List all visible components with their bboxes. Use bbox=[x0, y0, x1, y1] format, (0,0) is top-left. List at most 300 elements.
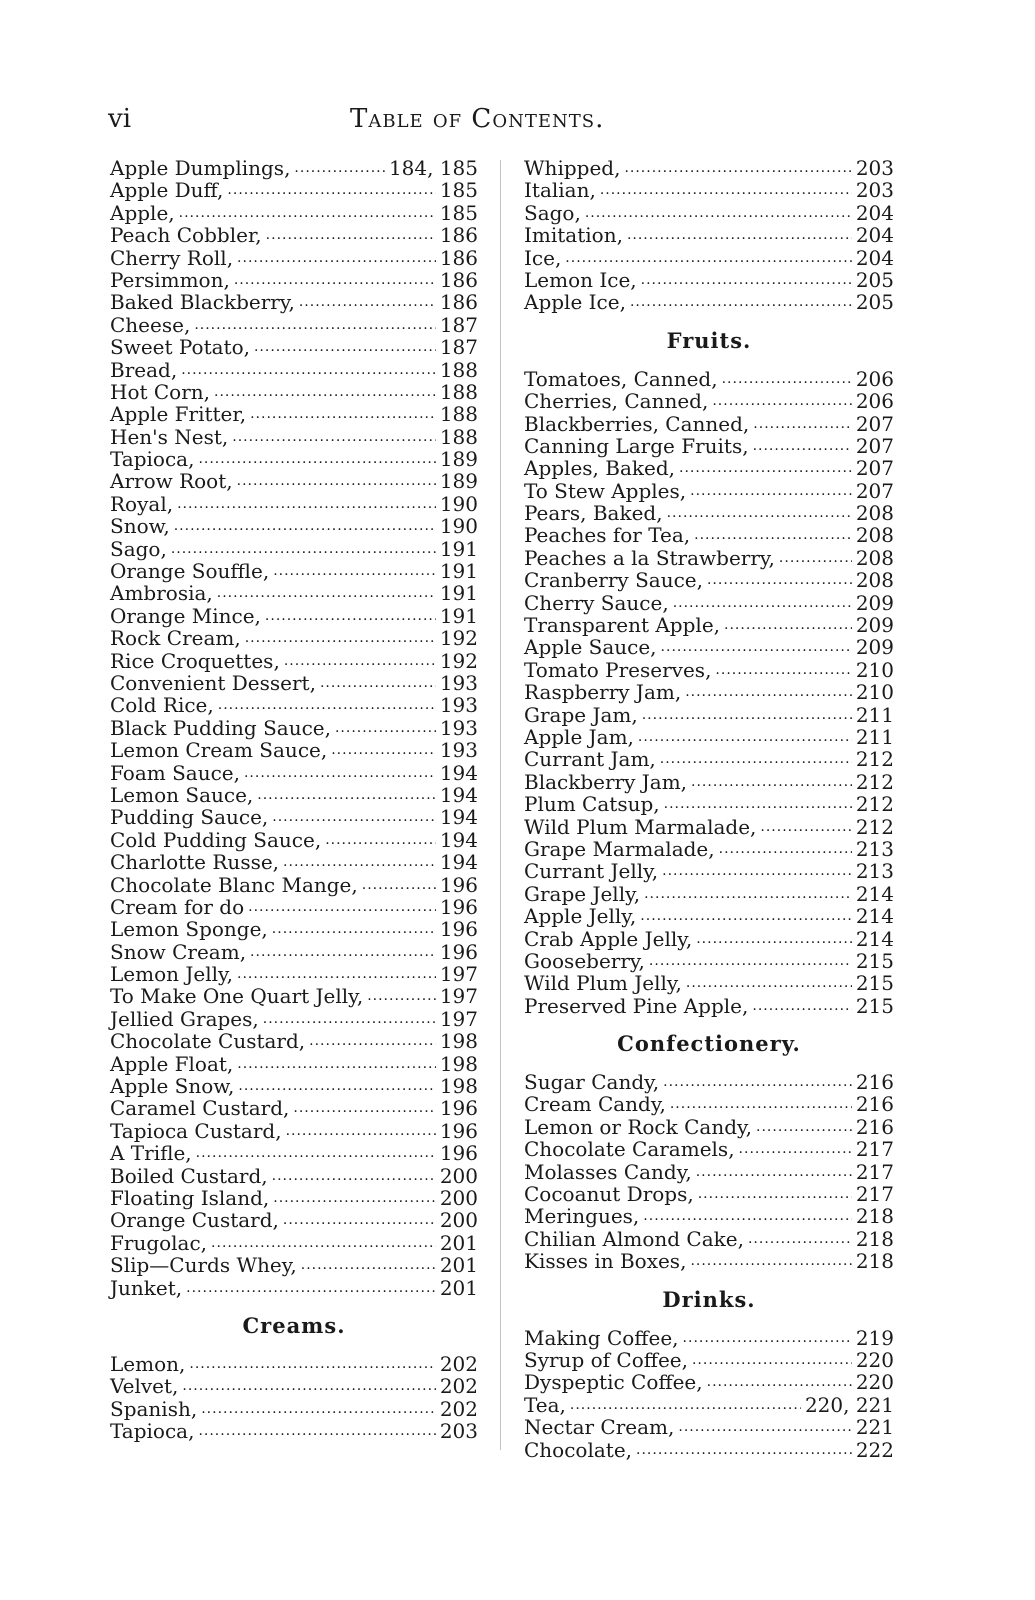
entry-title: Orange Custard, bbox=[110, 1208, 279, 1233]
entry-title: Kisses in Boxes, bbox=[524, 1249, 687, 1274]
entry-title: Tomatoes, Canned, bbox=[524, 366, 718, 391]
entry-page-number: 189 bbox=[439, 447, 478, 472]
dot-leader bbox=[299, 291, 436, 313]
entry-title: Hot Corn, bbox=[110, 379, 211, 404]
dot-leader bbox=[238, 1075, 435, 1097]
toc-entry bbox=[110, 1209, 478, 1231]
toc-entry bbox=[524, 748, 894, 770]
entry-page-number: 212 bbox=[855, 792, 894, 817]
entry-title: Hen's Nest, bbox=[110, 424, 229, 449]
toc-entry bbox=[110, 605, 478, 627]
entry-page-number: 190 bbox=[439, 491, 478, 516]
toc-entry bbox=[110, 381, 478, 403]
entry-page-number: 198 bbox=[439, 1029, 478, 1054]
entry-page-number: 185 bbox=[439, 200, 478, 225]
entry-title: Charlotte Russe, bbox=[110, 850, 280, 875]
entry-title: Apple Jelly, bbox=[524, 904, 637, 929]
toc-entry bbox=[110, 426, 478, 448]
toc-entry bbox=[524, 1394, 894, 1416]
dot-leader bbox=[641, 269, 852, 291]
toc-entry bbox=[110, 1232, 478, 1254]
toc-entry bbox=[110, 941, 478, 963]
dot-leader bbox=[186, 1277, 436, 1299]
dot-leader bbox=[707, 1371, 852, 1393]
dot-leader bbox=[294, 157, 385, 179]
entry-title: Ambrosia, bbox=[110, 581, 213, 606]
entry-page-number: 213 bbox=[855, 836, 894, 861]
entry-page-number: 200 bbox=[439, 1208, 478, 1233]
toc-entry bbox=[524, 547, 894, 569]
entry-page-number: 191 bbox=[439, 603, 478, 628]
dot-leader bbox=[198, 1420, 435, 1442]
dot-leader bbox=[696, 928, 852, 950]
toc-entry bbox=[110, 448, 478, 470]
entry-title: Caramel Custard, bbox=[110, 1096, 290, 1121]
toc-entry bbox=[524, 1183, 894, 1205]
entry-title: Royal, bbox=[110, 491, 174, 516]
toc-entry bbox=[110, 202, 478, 224]
entry-page-number: 200 bbox=[439, 1185, 478, 1210]
entry-page-number: 214 bbox=[855, 881, 894, 906]
entry-title: Slip—Curds Whey, bbox=[110, 1253, 297, 1278]
dot-leader bbox=[309, 1030, 436, 1052]
dot-leader bbox=[570, 1394, 801, 1416]
dot-leader bbox=[722, 368, 852, 390]
entry-page-number: 218 bbox=[855, 1249, 894, 1274]
entry-title: Apple Dumplings, bbox=[110, 156, 291, 180]
entry-page-number: 207 bbox=[855, 411, 894, 436]
dot-leader bbox=[194, 314, 436, 336]
toc-entry bbox=[110, 1165, 478, 1187]
section-heading: Confectionery. bbox=[617, 1031, 801, 1057]
toc-entry bbox=[110, 806, 478, 828]
entry-title: Preserved Pine Apple, bbox=[524, 993, 749, 1018]
entry-page-number: 205 bbox=[855, 290, 894, 315]
dot-leader bbox=[257, 784, 436, 806]
toc-entry bbox=[524, 659, 894, 681]
toc-entry bbox=[524, 771, 894, 793]
entry-page-number: 194 bbox=[439, 760, 478, 785]
entry-title: Pudding Sauce, bbox=[110, 805, 269, 830]
toc-entry bbox=[110, 470, 478, 492]
entry-page-number: 203 bbox=[855, 178, 894, 203]
dot-leader bbox=[237, 1053, 436, 1075]
entry-page-number: 192 bbox=[439, 648, 478, 673]
dot-leader bbox=[640, 905, 852, 927]
entry-page-number: 193 bbox=[439, 715, 478, 740]
page-title: Table of Contents. bbox=[350, 104, 605, 134]
dot-leader bbox=[748, 1228, 852, 1250]
entry-title: Boiled Custard, bbox=[110, 1163, 268, 1188]
dot-leader bbox=[753, 435, 852, 457]
toc-entry bbox=[110, 1398, 478, 1420]
entry-page-number: 215 bbox=[855, 971, 894, 996]
dot-leader bbox=[690, 480, 852, 502]
toc-entry bbox=[110, 762, 478, 784]
entry-title: Sugar Candy, bbox=[524, 1070, 660, 1095]
entry-title: Floating Island, bbox=[110, 1185, 270, 1210]
dot-leader bbox=[739, 1138, 852, 1160]
entry-title: Lemon Cream Sauce, bbox=[110, 738, 328, 763]
toc-entry bbox=[524, 1439, 894, 1461]
entry-title: Wild Plum Jelly, bbox=[524, 971, 682, 996]
toc-entry bbox=[110, 538, 478, 560]
toc-entry bbox=[524, 368, 894, 390]
toc-entry bbox=[110, 627, 478, 649]
dot-leader bbox=[642, 704, 852, 726]
entry-title: Wild Plum Marmalade, bbox=[524, 814, 757, 839]
entry-page-number: 194 bbox=[439, 782, 478, 807]
toc-entry bbox=[524, 1327, 894, 1349]
entry-title: Apple Fritter, bbox=[110, 402, 247, 427]
entry-title: Cocoanut Drops, bbox=[524, 1182, 694, 1207]
dot-leader bbox=[273, 560, 436, 582]
entry-title: Rock Cream, bbox=[110, 626, 241, 651]
toc-entry bbox=[524, 247, 894, 269]
entry-title: To Stew Apples, bbox=[524, 478, 687, 503]
dot-leader bbox=[707, 569, 852, 591]
dot-leader bbox=[301, 1254, 436, 1276]
dot-leader bbox=[662, 860, 852, 882]
entry-title: Tapioca, bbox=[110, 447, 195, 472]
dot-leader bbox=[643, 1205, 852, 1227]
toc-entry bbox=[110, 1420, 478, 1442]
toc-entry bbox=[110, 179, 478, 201]
entry-title: Apple Sauce, bbox=[524, 635, 657, 660]
entry-page-number: 187 bbox=[439, 312, 478, 337]
entry-title: Meringues, bbox=[524, 1204, 640, 1229]
dot-leader bbox=[196, 1142, 436, 1164]
toc-entry bbox=[110, 1075, 478, 1097]
dot-leader bbox=[663, 1071, 852, 1093]
toc-entry bbox=[524, 502, 894, 524]
entry-title: Tapioca, bbox=[110, 1419, 195, 1444]
toc-entry bbox=[110, 1030, 478, 1052]
entry-page-number: 218 bbox=[855, 1226, 894, 1251]
toc-entry bbox=[110, 874, 478, 896]
entry-page-number: 221 bbox=[855, 1415, 894, 1440]
entry-page-number: 215 bbox=[855, 948, 894, 973]
entry-title: Snow Cream, bbox=[110, 939, 247, 964]
dot-leader bbox=[266, 224, 436, 246]
entry-page-number: 186 bbox=[439, 223, 478, 248]
entry-page-number: 208 bbox=[855, 501, 894, 526]
toc-entry bbox=[110, 1187, 478, 1209]
entry-title: Chocolate Custard, bbox=[110, 1029, 306, 1054]
entry-title: Lemon Ice, bbox=[524, 267, 637, 292]
toc-entry bbox=[524, 524, 894, 546]
toc-entry bbox=[524, 1349, 894, 1371]
dot-leader bbox=[649, 950, 852, 972]
entry-title: Imitation, bbox=[524, 223, 623, 248]
entry-title: Baked Blackberry, bbox=[110, 290, 295, 315]
dot-leader bbox=[217, 582, 436, 604]
entry-page-number: 211 bbox=[855, 724, 894, 749]
toc-entry bbox=[524, 1138, 894, 1160]
entry-title: Lemon or Rock Candy, bbox=[524, 1114, 753, 1139]
entry-title: Cheese, bbox=[110, 312, 191, 337]
entry-page-number: 192 bbox=[439, 626, 478, 651]
entry-title: Crab Apple Jelly, bbox=[524, 926, 693, 951]
entry-page-number: 196 bbox=[439, 1118, 478, 1143]
entry-page-number: 188 bbox=[439, 379, 478, 404]
entry-page-number: 189 bbox=[439, 469, 478, 494]
entry-page-number: 210 bbox=[855, 680, 894, 705]
entry-title: Bread, bbox=[110, 357, 178, 382]
toc-entry bbox=[524, 1416, 894, 1438]
dot-leader bbox=[283, 1209, 436, 1231]
page-number: vi bbox=[108, 104, 132, 134]
toc-entry bbox=[524, 1161, 894, 1183]
toc-entry bbox=[524, 1116, 894, 1138]
entry-page-number: 213 bbox=[855, 859, 894, 884]
entry-title: Cold Pudding Sauce, bbox=[110, 827, 322, 852]
entry-page-number: 196 bbox=[439, 894, 478, 919]
entry-page-number: 201 bbox=[439, 1275, 478, 1300]
toc-entry bbox=[110, 336, 478, 358]
dot-leader bbox=[272, 806, 436, 828]
entry-page-number: 208 bbox=[855, 523, 894, 548]
toc-entry bbox=[524, 928, 894, 950]
toc-entry bbox=[524, 905, 894, 927]
entry-title: Making Coffee, bbox=[524, 1325, 679, 1350]
entry-title: Italian, bbox=[524, 178, 596, 203]
entry-page-number: 200 bbox=[439, 1163, 478, 1188]
toc-entry bbox=[110, 1008, 478, 1030]
entry-page-number: 185 bbox=[439, 178, 478, 203]
toc-entry bbox=[524, 592, 894, 614]
toc-entry bbox=[110, 918, 478, 940]
entry-title: Apple Jam, bbox=[524, 724, 634, 749]
dot-leader bbox=[171, 538, 436, 560]
entry-title: Grape Jam, bbox=[524, 702, 638, 727]
dot-leader bbox=[250, 941, 436, 963]
entry-page-number: 186 bbox=[439, 267, 478, 292]
toc-entry bbox=[110, 1375, 478, 1397]
toc-entry bbox=[110, 1254, 478, 1276]
entry-title: Chocolate Caramels, bbox=[524, 1137, 735, 1162]
entry-title: Currant Jam, bbox=[524, 747, 656, 772]
toc-entry bbox=[110, 896, 478, 918]
entry-title: Raspberry Jam, bbox=[524, 680, 682, 705]
toc-entry bbox=[110, 1053, 478, 1075]
toc-entry bbox=[110, 582, 478, 604]
dot-leader bbox=[201, 1398, 436, 1420]
toc-entry bbox=[524, 726, 894, 748]
entry-page-number: 216 bbox=[855, 1092, 894, 1117]
dot-leader bbox=[331, 739, 436, 761]
entry-page-number: 217 bbox=[855, 1182, 894, 1207]
toc-entry bbox=[524, 860, 894, 882]
dot-leader bbox=[644, 883, 852, 905]
dot-leader bbox=[232, 426, 436, 448]
toc-entry bbox=[110, 403, 478, 425]
entry-title: Syrup of Coffee, bbox=[524, 1347, 688, 1372]
dot-leader bbox=[683, 1327, 852, 1349]
entry-page-number: 222 bbox=[855, 1437, 894, 1462]
dot-leader bbox=[690, 1250, 851, 1272]
entry-title: Foam Sauce, bbox=[110, 760, 240, 785]
entry-page-number: 219 bbox=[855, 1325, 894, 1350]
toc-entry bbox=[524, 457, 894, 479]
entry-page-number: 202 bbox=[439, 1351, 478, 1376]
toc-entry bbox=[524, 614, 894, 636]
toc-entry bbox=[524, 816, 894, 838]
entry-page-number: 197 bbox=[439, 1006, 478, 1031]
entry-title: Cream for do bbox=[110, 894, 245, 919]
entry-page-number: 203 bbox=[855, 156, 894, 180]
toc-entry bbox=[110, 1120, 478, 1142]
entry-title: Plum Catsup, bbox=[524, 792, 660, 817]
toc-entry bbox=[110, 1277, 478, 1299]
entry-page-number: 212 bbox=[855, 814, 894, 839]
entry-title: Currant Jelly, bbox=[524, 859, 659, 884]
dot-leader bbox=[174, 515, 436, 537]
entry-title: Blackberries, Canned, bbox=[524, 411, 750, 436]
dot-leader bbox=[198, 448, 435, 470]
entry-title: To Make One Quart Jelly, bbox=[110, 984, 364, 1009]
dot-leader bbox=[254, 336, 436, 358]
dot-leader bbox=[686, 972, 852, 994]
dot-leader bbox=[227, 179, 435, 201]
entry-title: Snow, bbox=[110, 514, 170, 539]
entry-title: Cold Rice, bbox=[110, 693, 214, 718]
section-heading: Drinks. bbox=[662, 1286, 756, 1312]
entry-page-number: 214 bbox=[855, 904, 894, 929]
toc-entry bbox=[524, 1371, 894, 1393]
dot-leader bbox=[660, 748, 852, 770]
dot-leader bbox=[367, 985, 436, 1007]
entry-page-number: 188 bbox=[439, 357, 478, 382]
entry-title: Cherry Sauce, bbox=[524, 590, 669, 615]
dot-leader bbox=[320, 672, 436, 694]
entry-page-number: 211 bbox=[855, 702, 894, 727]
entry-title: Grape Jelly, bbox=[524, 881, 641, 906]
dot-leader bbox=[234, 269, 436, 291]
toc-entry bbox=[524, 569, 894, 591]
toc-entry bbox=[110, 560, 478, 582]
entry-page-number: 209 bbox=[855, 590, 894, 615]
dot-leader bbox=[760, 816, 851, 838]
toc-entry bbox=[110, 1353, 478, 1375]
dot-leader bbox=[627, 224, 852, 246]
dot-leader bbox=[179, 202, 436, 224]
entry-page-number: 215 bbox=[855, 993, 894, 1018]
entry-page-number: 214 bbox=[855, 926, 894, 951]
dot-leader bbox=[272, 1165, 436, 1187]
toc-entry bbox=[110, 314, 478, 336]
entry-page-number: 190 bbox=[439, 514, 478, 539]
dot-leader bbox=[753, 413, 852, 435]
toc-entry bbox=[110, 717, 478, 739]
dot-leader bbox=[181, 359, 436, 381]
toc-entry bbox=[524, 224, 894, 246]
entry-page-number: 198 bbox=[439, 1051, 478, 1076]
dot-leader bbox=[715, 659, 851, 681]
entry-title: Nectar Cream, bbox=[524, 1415, 675, 1440]
toc-entry bbox=[524, 179, 894, 201]
dot-leader bbox=[293, 1097, 435, 1119]
toc-entry bbox=[524, 793, 894, 815]
column-divider bbox=[500, 160, 501, 1450]
entry-title: Cranberry Sauce, bbox=[524, 568, 703, 593]
entry-title: Grape Marmalade, bbox=[524, 836, 715, 861]
toc-entry bbox=[524, 1250, 894, 1272]
entry-title: Black Pudding Sauce, bbox=[110, 715, 331, 740]
toc-entry bbox=[110, 493, 478, 515]
toc-entry bbox=[524, 883, 894, 905]
entry-page-number: 198 bbox=[439, 1074, 478, 1099]
entry-page-number: 202 bbox=[439, 1374, 478, 1399]
toc-entry bbox=[524, 480, 894, 502]
entry-page-number: 196 bbox=[439, 872, 478, 897]
entry-title: Tea, bbox=[524, 1392, 566, 1417]
entry-title: Canning Large Fruits, bbox=[524, 433, 749, 458]
dot-leader bbox=[624, 157, 851, 179]
entry-title: Orange Mince, bbox=[110, 603, 261, 628]
toc-entry bbox=[524, 291, 894, 313]
dot-leader bbox=[712, 390, 851, 412]
left-column bbox=[110, 157, 478, 1442]
toc-entry bbox=[110, 829, 478, 851]
entry-page-number: 202 bbox=[439, 1396, 478, 1421]
dot-leader bbox=[245, 627, 436, 649]
entry-title: Molasses Candy, bbox=[524, 1159, 692, 1184]
entry-title: Whipped, bbox=[524, 156, 621, 180]
dot-leader bbox=[272, 918, 436, 940]
entry-page-number: 212 bbox=[855, 769, 894, 794]
toc-entry bbox=[524, 390, 894, 412]
entry-title: Velvet, bbox=[110, 1374, 179, 1399]
entry-page-number: 193 bbox=[439, 738, 478, 763]
entry-page-number: 207 bbox=[855, 433, 894, 458]
dot-leader bbox=[600, 179, 852, 201]
entry-title: Apple Ice, bbox=[524, 290, 626, 315]
toc-entry bbox=[524, 1093, 894, 1115]
dot-leader bbox=[691, 771, 852, 793]
entry-page-number: 204 bbox=[855, 200, 894, 225]
dot-leader bbox=[724, 614, 852, 636]
entry-page-number: 196 bbox=[439, 939, 478, 964]
entry-page-number: 187 bbox=[439, 335, 478, 360]
dot-leader bbox=[284, 650, 436, 672]
toc-entry bbox=[110, 650, 478, 672]
toc-entry bbox=[524, 636, 894, 658]
dot-leader bbox=[211, 1232, 436, 1254]
entry-page-number: 216 bbox=[855, 1114, 894, 1139]
entry-title: Apple Duff, bbox=[110, 178, 224, 203]
entry-page-number: 208 bbox=[855, 568, 894, 593]
entry-page-number: 193 bbox=[439, 693, 478, 718]
toc-entry bbox=[110, 224, 478, 246]
toc-entry bbox=[110, 784, 478, 806]
entry-page-number: 208 bbox=[855, 545, 894, 570]
toc-entry bbox=[524, 950, 894, 972]
entry-page-number: 210 bbox=[855, 657, 894, 682]
entry-page-number: 188 bbox=[439, 402, 478, 427]
entry-page-number: 220, 221 bbox=[804, 1392, 894, 1417]
dot-leader bbox=[664, 793, 852, 815]
entry-title: Junket, bbox=[110, 1275, 183, 1300]
dot-leader bbox=[698, 1183, 852, 1205]
toc-entry bbox=[110, 963, 478, 985]
dot-leader bbox=[779, 547, 852, 569]
entry-title: Jellied Grapes, bbox=[110, 1006, 259, 1031]
dot-leader bbox=[362, 874, 436, 896]
entry-title: Persimmon, bbox=[110, 267, 230, 292]
toc-entry bbox=[110, 291, 478, 313]
toc-entry bbox=[524, 202, 894, 224]
